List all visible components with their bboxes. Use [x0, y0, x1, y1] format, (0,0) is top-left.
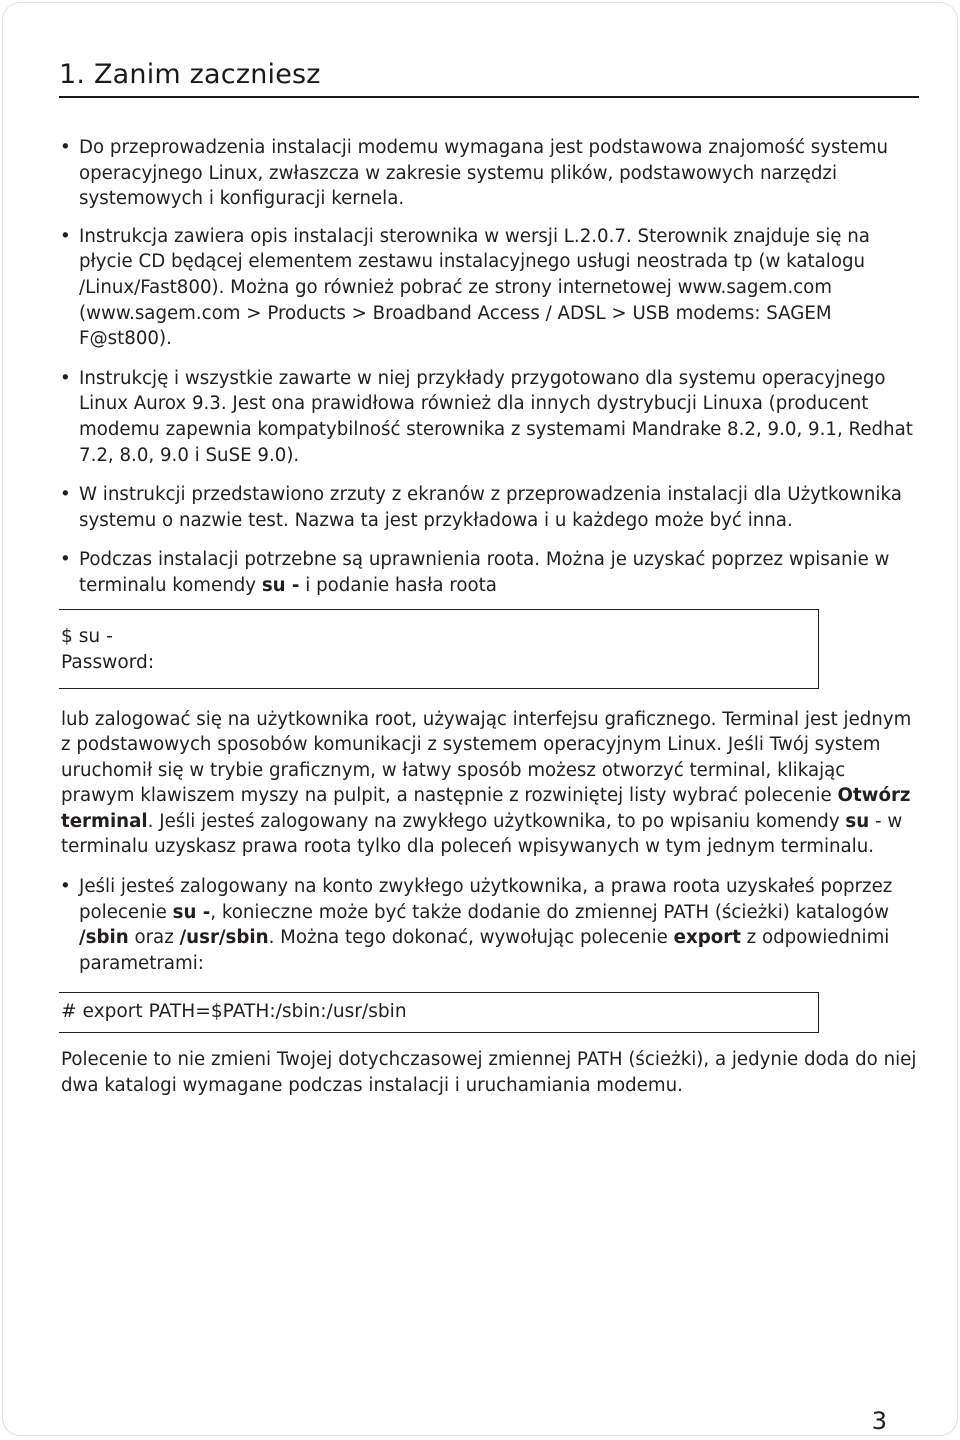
bullet-path-text-2: , konieczne może być także dodanie do zmiennej PATH (ścieżki) katalogów [210, 901, 890, 923]
bullet-path-variable [59, 874, 921, 976]
bullet-path-text-5: z odpowiednimi parametrami: [79, 927, 890, 974]
bullet-screenshots-user: • W instrukcji przedstawiono zrzuty z ekranów z przeprowadzenia instalacji dla Użytkownika systemu o nazwie test. Nazwa ta jest przykładowa i u każdego może być inna. [59, 482, 921, 533]
bullet-path-text-1: Jeśli jesteś zalogowany na konto zwykłego użytkownika, a prawa roota uzyskałeś poprzez polecenie [79, 876, 893, 923]
page-content [59, 135, 921, 1099]
bullet-root-rights-text-end: i podanie hasła roota [299, 574, 497, 596]
paragraph-terminal-text-3: - w terminalu uzyskasz prawa roota tylko dla poleceń wpisywanych w tym jednym terminalu. [61, 810, 903, 858]
bullet-driver-version: • Instrukcja zawiera opis instalacji sterownika w wersji L.2.0.7. Sterownik znajduje się na płycie CD będącej elementem zestawu instalacyjnego usługi neostrada tp (w katalogu /Linux/Fast800). Można go również pobrać ze strony internetowej www.sagem.com (www.sagem.com > Products > Broadband Access / ADSL > USB modems: SAGEM F@st800). [59, 224, 921, 352]
paragraph-terminal [59, 707, 921, 861]
command-su: su - [261, 574, 300, 596]
command-su-dash: su - [172, 901, 211, 923]
document-page [2, 2, 958, 1436]
command-export: export [673, 927, 741, 949]
title-underline [59, 96, 919, 98]
command-su-bold: su [845, 810, 870, 832]
bullet-compatibility: • Instrukcję i wszystkie zawarte w niej przykłady przygotowano dla systemu operacyjnego Linux Aurox 9.3. Jest ona prawidłowa również dla innych dystrybucji Linuxa (producent modemu zapewnia kompatybilność sterownika z systemami Mandrake 8.2, 9.0, 9.1, Redhat 7.2, 8.0, 9.0 i SuSE 9.0). [59, 366, 921, 468]
code-line-su: $ su - [61, 625, 113, 647]
code-block-export [59, 992, 819, 1033]
bullet-root-rights [59, 547, 921, 598]
section-title: 1. Zanim zaczniesz [59, 59, 321, 90]
code-line-export: # export PATH=$PATH:/sbin:/usr/sbin [61, 1001, 407, 1023]
dir-usr-sbin: /usr/sbin [179, 927, 269, 949]
dir-sbin: /sbin [79, 927, 129, 949]
paragraph-terminal-text-1: lub zalogować się na użytkownika root, używając interfejsu graficznego. Terminal jest jednym z podstawowych sposobów komunikacji z systemem operacyjnym Linux. Jeśli Twój system uruchomił się w trybie graficznym, w łatwy sposób możesz otworzyć terminal, klikając prawym klawiszem myszy na pulpit, a następnie z rozwiniętej listy wybrać polecenie [61, 708, 912, 807]
code-line-password: Password: [61, 651, 155, 673]
paragraph-terminal-text-2: . Jeśli jesteś zalogowany na zwykłego użytkownika, to po wpisaniu komendy [147, 810, 846, 832]
bullet-path-text-4: . Można tego dokonać, wywołując polecenie [268, 927, 674, 949]
bullet-requirements: • Do przeprowadzenia instalacji modemu wymagana jest podstawowa znajomość systemu operacyjnego Linux, zwłaszcza w zakresie systemu plików, podstawowych narzędzi systemowych i konfiguracji kernela. [59, 135, 921, 212]
page-number: 3 [871, 1407, 887, 1435]
bullet-path-text-3: oraz [128, 927, 180, 949]
paragraph-path-note: Polecenie to nie zmieni Twojej dotychczasowej zmiennej PATH (ścieżki), a jedynie doda do niej dwa katalogi wymagane podczas instalacji i uruchamiania modemu. [61, 1049, 917, 1097]
code-block-su [59, 609, 819, 689]
bullet-root-rights-text: Podczas instalacji potrzebne są uprawnienia roota. Można je uzyskać poprzez wpisanie w terminalu komendy [79, 549, 890, 596]
command-open-terminal: Otwórz terminal [61, 785, 911, 832]
